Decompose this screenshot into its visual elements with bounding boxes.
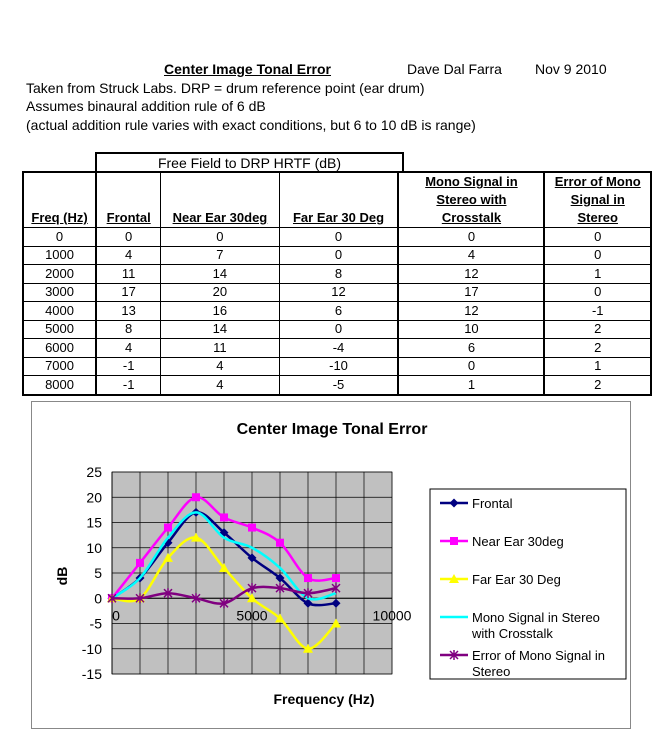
x-axis-label: Frequency (Hz): [273, 691, 375, 707]
table-cell: 8: [279, 265, 398, 284]
data-point: [276, 539, 284, 547]
data-point: [220, 513, 228, 521]
col-header-near-ear: Near Ear 30deg: [161, 172, 279, 228]
x-tick-label: 0: [112, 607, 120, 624]
table-row: [23, 265, 651, 284]
table-cell: 1000: [23, 246, 96, 265]
table-cell: 2: [544, 320, 651, 339]
legend-label: Far Ear 30 Deg: [472, 572, 561, 587]
table-cell: 0: [398, 357, 544, 376]
table-cell: 0: [161, 228, 279, 247]
author-name: Dave Dal Farra: [407, 61, 502, 77]
data-point: [192, 493, 200, 501]
legend-label: Stereo: [472, 664, 511, 679]
y-tick-label: -10: [81, 640, 102, 657]
table-cell: 12: [398, 265, 544, 284]
y-tick-label: 10: [86, 539, 102, 556]
table-row: [23, 302, 651, 321]
line-chart: [32, 402, 630, 728]
table-cell: 2: [544, 376, 651, 395]
table-cell: 4: [161, 357, 279, 376]
table-cell: 4: [398, 246, 544, 265]
y-tick-label: -5: [89, 615, 102, 632]
table-row: [23, 320, 651, 339]
table-cell: 4: [96, 246, 161, 265]
table-cell: 14: [161, 265, 279, 284]
table-cell: 5000: [23, 320, 96, 339]
sheet-title: Center Image Tonal Error: [164, 61, 332, 77]
y-tick-label: 20: [86, 489, 102, 506]
table-cell: 4000: [23, 302, 96, 321]
table-cell: 0: [23, 228, 96, 247]
table-cell: 16: [161, 302, 279, 321]
table-cell: 0: [544, 283, 651, 302]
legend-label: Mono Signal in Stereo: [472, 610, 600, 625]
note-line-3: (actual addition rule varies with exact conditions, but 6 to 10 dB is range): [26, 117, 476, 133]
table-cell: 8: [96, 320, 161, 339]
table-cell: 0: [279, 246, 398, 265]
y-tick-label: -15: [81, 666, 102, 682]
col-header-freq: Freq (Hz): [23, 172, 96, 228]
legend-label: Near Ear 30deg: [472, 534, 564, 549]
table-row: [23, 339, 651, 358]
table-cell: 0: [279, 228, 398, 247]
table-cell: -4: [279, 339, 398, 358]
table-cell: 4: [96, 339, 161, 358]
data-point: [332, 574, 340, 582]
col-header-far-ear: Far Ear 30 Deg: [279, 172, 398, 228]
y-tick-label: 15: [86, 514, 102, 531]
table-cell: 7: [161, 246, 279, 265]
table-cell: 13: [96, 302, 161, 321]
data-point: [136, 559, 144, 567]
data-point: [304, 574, 312, 582]
table-cell: 11: [96, 265, 161, 284]
legend-marker: [450, 537, 458, 545]
table-cell: 6: [279, 302, 398, 321]
y-tick-label: 0: [94, 590, 102, 607]
table-cell: -5: [279, 376, 398, 395]
legend-label: with Crosstalk: [472, 626, 553, 641]
y-tick-label: 5: [94, 565, 102, 581]
col-header-mono-signal: Mono Signal in Stereo with Crosstalk: [398, 172, 544, 228]
table-cell: 17: [398, 283, 544, 302]
table-row: [23, 246, 651, 265]
sheet-date: Nov 9 2010: [535, 61, 607, 77]
data-point: [248, 524, 256, 532]
table-cell: 0: [544, 228, 651, 247]
table-cell: 7000: [23, 357, 96, 376]
table-cell: 1: [544, 265, 651, 284]
table-cell: -1: [96, 357, 161, 376]
table-cell: 1: [544, 357, 651, 376]
legend-label: Error of Mono Signal in: [472, 648, 605, 663]
table-cell: -1: [544, 302, 651, 321]
table-cell: 0: [279, 320, 398, 339]
legend-label: Frontal: [472, 496, 513, 511]
table-cell: 8000: [23, 376, 96, 395]
col-header-frontal: Frontal: [96, 172, 161, 228]
table-cell: 0: [96, 228, 161, 247]
x-tick-label: 10000: [372, 607, 412, 624]
table-cell: 3000: [23, 283, 96, 302]
table-cell: -1: [96, 376, 161, 395]
data-point: [164, 524, 172, 532]
table-cell: 6: [398, 339, 544, 358]
table-cell: 0: [544, 246, 651, 265]
table-cell: 6000: [23, 339, 96, 358]
table-row: [23, 228, 651, 247]
data-table: [22, 171, 652, 396]
table-cell: 4: [161, 376, 279, 395]
table-row: [23, 283, 651, 302]
table-cell: -10: [279, 357, 398, 376]
table-cell: 1: [398, 376, 544, 395]
hrtf-group-header: Free Field to DRP HRTF (dB): [95, 152, 404, 171]
table-cell: 12: [279, 283, 398, 302]
y-axis-label: dB: [54, 566, 70, 586]
y-tick-label: 25: [86, 464, 102, 480]
note-line-2: Assumes binaural addition rule of 6 dB: [26, 98, 266, 114]
table-cell: 11: [161, 339, 279, 358]
x-tick-label: 5000: [236, 607, 268, 624]
table-cell: 14: [161, 320, 279, 339]
chart-frame: [31, 401, 631, 729]
table-cell: 2: [544, 339, 651, 358]
table-row: [23, 376, 651, 395]
table-cell: 12: [398, 302, 544, 321]
table-cell: 17: [96, 283, 161, 302]
table-cell: 10: [398, 320, 544, 339]
table-cell: 20: [161, 283, 279, 302]
col-header-error: Error of Mono Signal in Stereo: [544, 172, 651, 228]
table-row: [23, 357, 651, 376]
table-header-row: [23, 172, 651, 228]
note-line-1: Taken from Struck Labs. DRP = drum reference point (ear drum): [26, 80, 425, 96]
table-cell: 2000: [23, 265, 96, 284]
chart-title: Center Image Tonal Error: [236, 421, 428, 438]
table-cell: 0: [398, 228, 544, 247]
